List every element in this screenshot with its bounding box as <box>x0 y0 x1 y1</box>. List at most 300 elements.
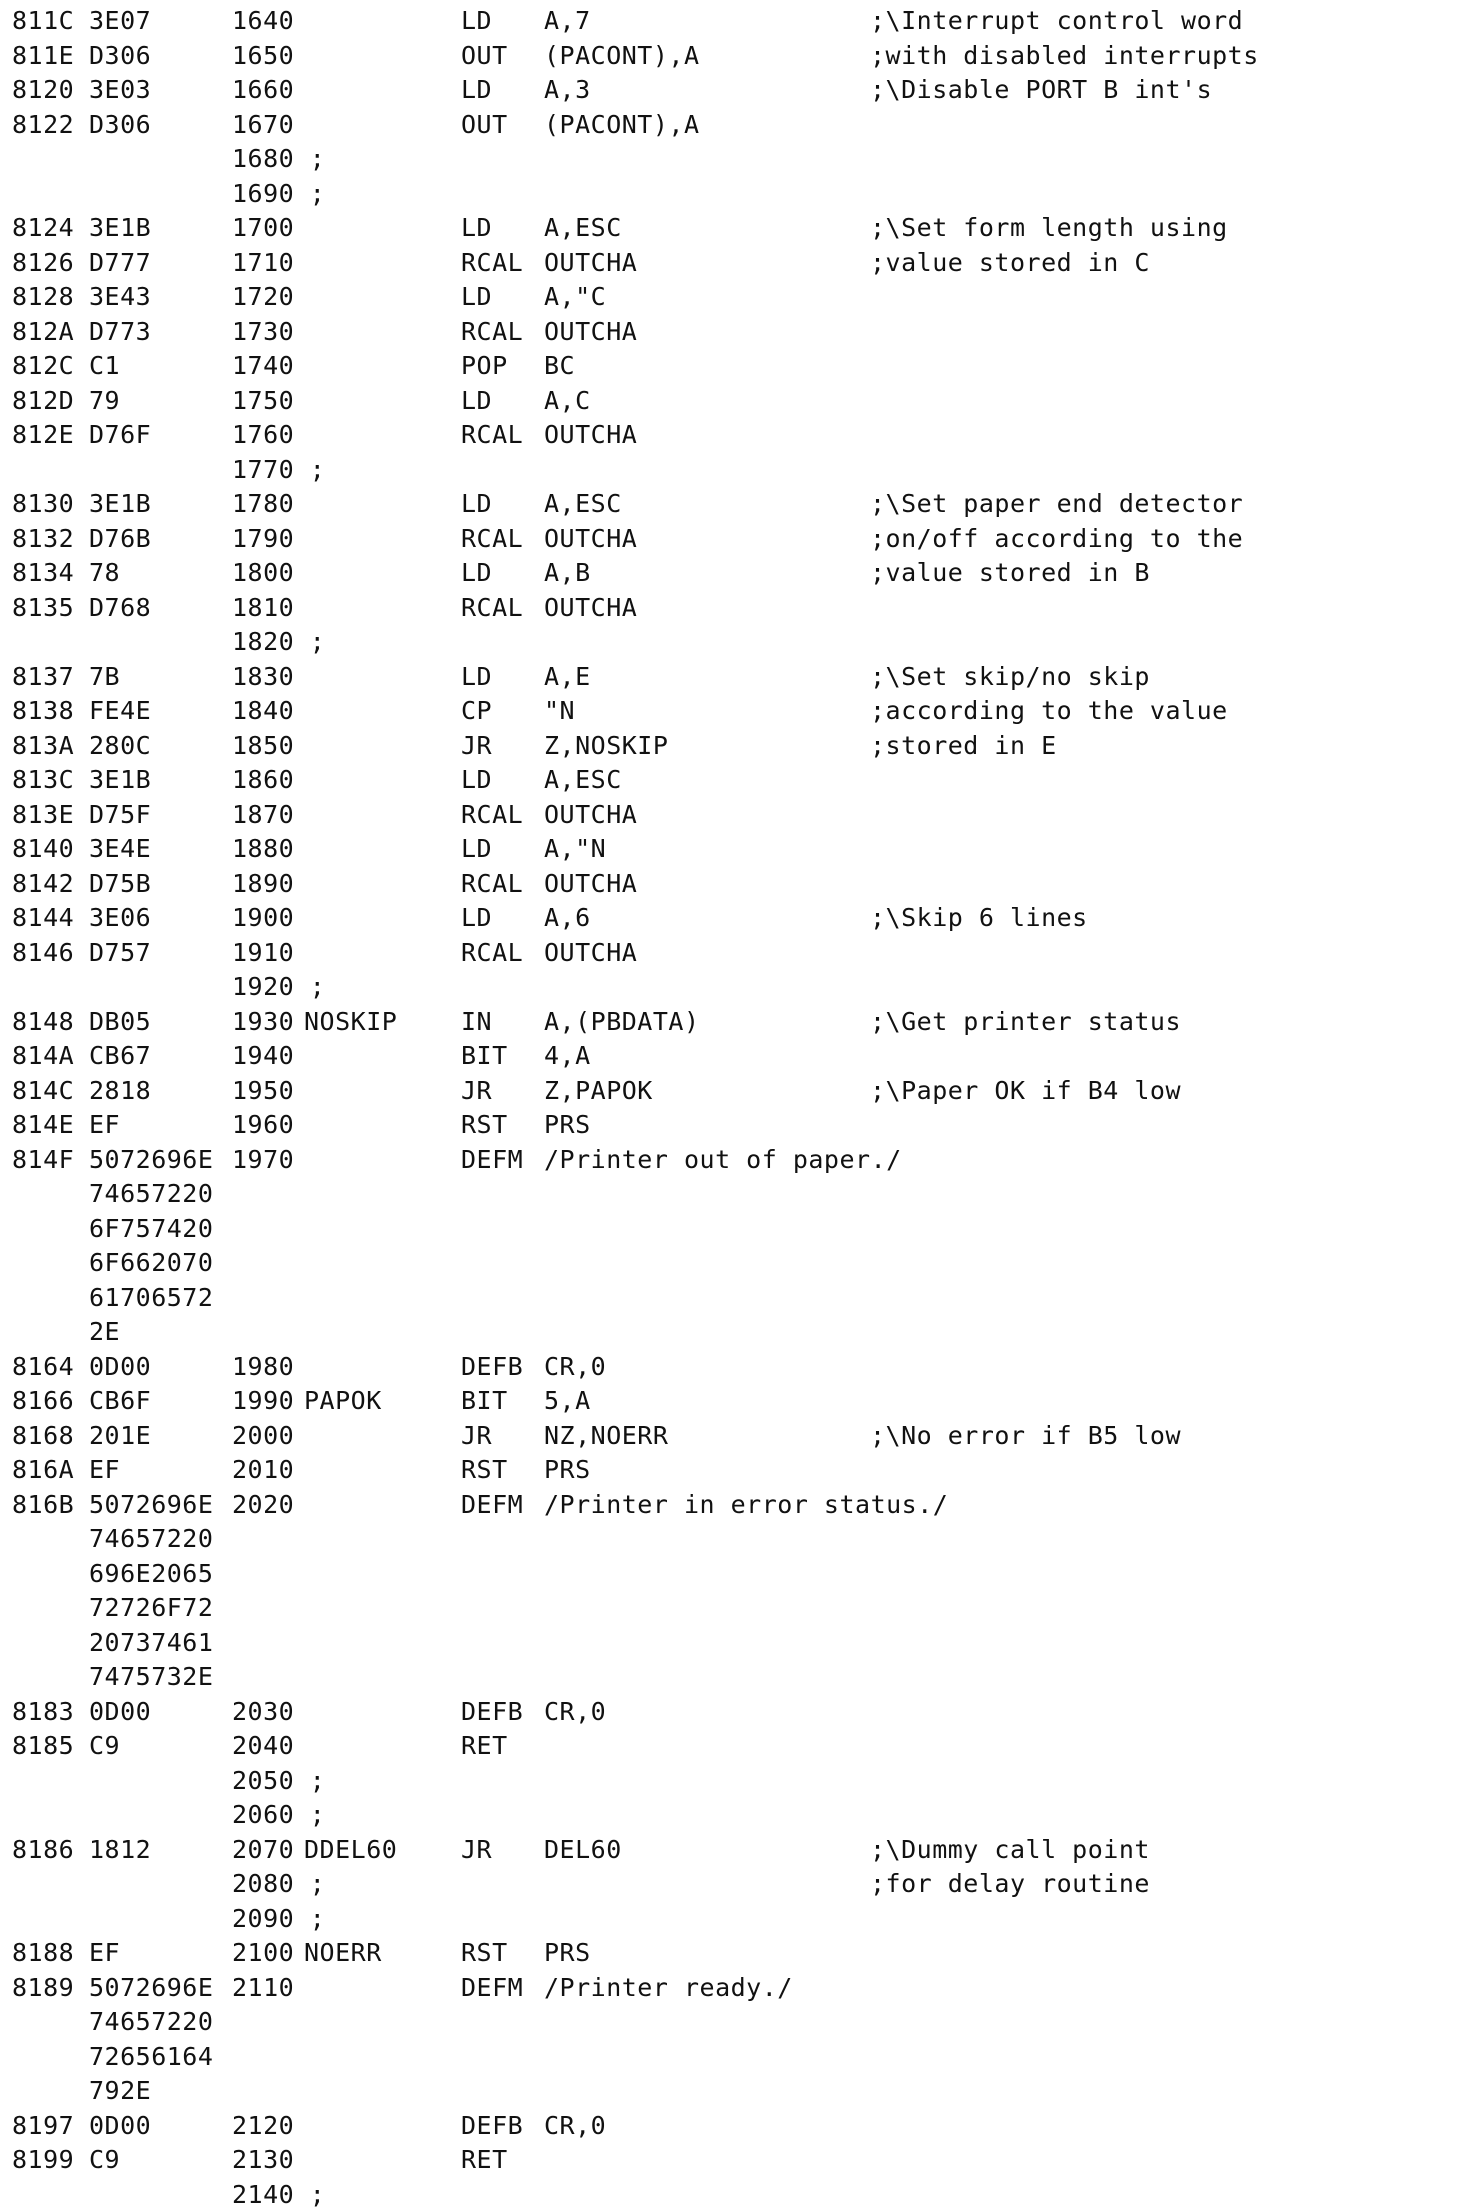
operand: 5,A <box>544 1386 591 1415</box>
listing-row <box>0 591 1481 625</box>
comment: ;for delay routine <box>870 1869 1150 1898</box>
listing-row <box>0 798 1481 832</box>
operand: A,6 <box>544 903 591 932</box>
operand: Z,PAPOK <box>544 1075 653 1105</box>
line-number: 2030 <box>232 1696 295 1726</box>
address: 8140 <box>12 834 75 863</box>
hex-bytes: D306 <box>89 109 152 139</box>
line-number: 1890 <box>232 868 295 898</box>
opcode: LD <box>461 6 493 35</box>
hex-bytes: 2E <box>89 1317 121 1346</box>
opcode: RCAL <box>461 799 524 829</box>
listing-row <box>0 694 1481 728</box>
listing-row <box>0 1971 1481 2005</box>
line-number: 2110 <box>232 1972 295 2002</box>
operand: OUTCHA <box>544 592 638 622</box>
listing-row <box>0 1108 1481 1142</box>
opcode: RST <box>461 1455 508 1484</box>
line-number: 1650 <box>232 40 295 70</box>
opcode: LD <box>461 282 493 311</box>
line-number: 1980 <box>232 1351 295 1381</box>
opcode: JR <box>461 1075 493 1105</box>
address: 8122 <box>12 109 75 139</box>
operand: A,C <box>544 385 591 415</box>
operand: NZ,NOERR <box>544 1420 669 1450</box>
address: 8128 <box>12 282 75 311</box>
opcode: OUT <box>461 109 508 139</box>
operand: /Printer ready./ <box>544 1972 793 2002</box>
hex-bytes: 74657220 <box>89 2007 214 2036</box>
address: 8134 <box>12 558 75 587</box>
opcode: RCAL <box>461 523 524 553</box>
comment: ;value stored in B <box>870 558 1150 587</box>
line-number: 2120 <box>232 2110 295 2140</box>
line-number: 1990 <box>232 1386 295 1415</box>
opcode: RCAL <box>461 592 524 622</box>
operand: OUTCHA <box>544 316 638 346</box>
address: 814C <box>12 1075 75 1105</box>
opcode: DEFB <box>461 1696 524 1726</box>
address: 8166 <box>12 1386 75 1415</box>
listing-row <box>0 487 1481 521</box>
hex-bytes: 3E43 <box>89 282 152 311</box>
listing-row <box>0 2074 1481 2108</box>
hex-bytes: 3E06 <box>89 903 152 932</box>
line-number: 2050 ; <box>232 1765 326 1795</box>
line-number: 2140 ; <box>232 2179 326 2209</box>
line-number: 1640 <box>232 6 295 35</box>
listing-row <box>0 1695 1481 1729</box>
address: 812C <box>12 351 75 380</box>
listing-row <box>0 1143 1481 1177</box>
line-number: 1850 <box>232 730 295 760</box>
hex-bytes: 74657220 <box>89 1524 214 1553</box>
hex-bytes: 696E2065 <box>89 1558 214 1588</box>
hex-bytes: 3E4E <box>89 834 152 863</box>
listing-row <box>0 1074 1481 1108</box>
address: 814A <box>12 1041 75 1070</box>
address: 813E <box>12 799 75 829</box>
address: 811E <box>12 40 75 70</box>
hex-bytes: FE4E <box>89 696 152 725</box>
hex-bytes: 0D00 <box>89 1351 152 1381</box>
operand: OUTCHA <box>544 247 638 277</box>
hex-bytes: D306 <box>89 40 152 70</box>
line-number: 1700 <box>232 213 295 242</box>
line-number: 1800 <box>232 558 295 587</box>
listing-row <box>0 1867 1481 1901</box>
listing-row <box>0 1729 1481 1763</box>
hex-bytes: 72656164 <box>89 2041 214 2071</box>
line-number: 1900 <box>232 903 295 932</box>
line-number: 1750 <box>232 385 295 415</box>
opcode: RCAL <box>461 316 524 346</box>
line-number: 2080 ; <box>232 1869 326 1898</box>
address: 816A <box>12 1455 75 1484</box>
opcode: RST <box>461 1938 508 1967</box>
opcode: JR <box>461 730 493 760</box>
hex-bytes: C9 <box>89 2145 121 2174</box>
address: 8199 <box>12 2145 75 2174</box>
address: 8186 <box>12 1834 75 1864</box>
opcode: POP <box>461 351 508 380</box>
opcode: RST <box>461 1110 508 1139</box>
operand: (PACONT),A <box>544 109 700 139</box>
opcode: RET <box>461 2145 508 2174</box>
listing-row <box>0 1384 1481 1418</box>
operand: PRS <box>544 1938 591 1967</box>
opcode: LD <box>461 903 493 932</box>
listing-row <box>0 2005 1481 2039</box>
listing-row <box>0 73 1481 107</box>
operand: A,B <box>544 558 591 587</box>
line-number: 1870 <box>232 799 295 829</box>
line-number: 1880 <box>232 834 295 863</box>
comment: ;with disabled interrupts <box>870 40 1259 70</box>
listing-row <box>0 1488 1481 1522</box>
line-number: 1660 <box>232 75 295 104</box>
address: 8164 <box>12 1351 75 1381</box>
hex-bytes: 74657220 <box>89 1179 214 1208</box>
line-number: 2100 <box>232 1938 295 1967</box>
opcode: LD <box>461 834 493 863</box>
listing-row <box>0 2178 1481 2212</box>
opcode: CP <box>461 696 493 725</box>
listing-row <box>0 660 1481 694</box>
hex-bytes: 0D00 <box>89 2110 152 2140</box>
line-number: 1930 <box>232 1006 295 1036</box>
line-number: 2130 <box>232 2145 295 2174</box>
label: NOERR <box>304 1938 382 1967</box>
opcode: LD <box>461 661 493 691</box>
address: 8126 <box>12 247 75 277</box>
operand: CR,0 <box>544 1696 607 1726</box>
listing-row <box>0 211 1481 245</box>
opcode: LD <box>461 75 493 104</box>
address: 8148 <box>12 1006 75 1036</box>
address: 8168 <box>12 1420 75 1450</box>
operand: Z,NOSKIP <box>544 730 669 760</box>
hex-bytes: D76F <box>89 420 152 449</box>
line-number: 1810 <box>232 592 295 622</box>
hex-bytes: 3E1B <box>89 213 152 242</box>
listing-row <box>0 1902 1481 1936</box>
line-number: 1730 <box>232 316 295 346</box>
operand: OUTCHA <box>544 799 638 829</box>
hex-bytes: EF <box>89 1455 121 1484</box>
opcode: RCAL <box>461 868 524 898</box>
line-number: 1770 ; <box>232 454 326 484</box>
label: NOSKIP <box>304 1006 398 1036</box>
listing-row <box>0 4 1481 38</box>
address: 813A <box>12 730 75 760</box>
listing-row <box>0 1246 1481 1280</box>
hex-bytes: 0D00 <box>89 1696 152 1726</box>
address: 8183 <box>12 1696 75 1726</box>
hex-bytes: 3E07 <box>89 6 152 35</box>
line-number: 1790 <box>232 523 295 553</box>
hex-bytes: D76B <box>89 523 152 553</box>
comment: ;according to the value <box>870 696 1228 725</box>
opcode: LD <box>461 385 493 415</box>
line-number: 1960 <box>232 1110 295 1139</box>
address: 812E <box>12 420 75 449</box>
hex-bytes: 3E1B <box>89 765 152 794</box>
listing-row <box>0 108 1481 142</box>
line-number: 1970 <box>232 1144 295 1174</box>
operand: A,(PBDATA) <box>544 1006 700 1036</box>
listing-row <box>0 142 1481 176</box>
operand: DEL60 <box>544 1834 622 1864</box>
line-number: 1820 ; <box>232 627 326 656</box>
address: 8189 <box>12 1972 75 2002</box>
hex-bytes: D773 <box>89 316 152 346</box>
operand: A,ESC <box>544 213 622 242</box>
opcode: LD <box>461 489 493 518</box>
listing-row <box>0 970 1481 1004</box>
listing-row <box>0 349 1481 383</box>
listing-row <box>0 1557 1481 1591</box>
operand: 4,A <box>544 1041 591 1070</box>
address: 813C <box>12 765 75 794</box>
hex-bytes: 3E03 <box>89 75 152 104</box>
hex-bytes: EF <box>89 1938 121 1967</box>
hex-bytes: D75B <box>89 868 152 898</box>
line-number: 2040 <box>232 1731 295 1760</box>
listing-row <box>0 1626 1481 1660</box>
opcode: DEFM <box>461 1489 524 1519</box>
hex-bytes: 3E1B <box>89 489 152 518</box>
line-number: 2010 <box>232 1455 295 1484</box>
opcode: BIT <box>461 1041 508 1070</box>
address: 8146 <box>12 937 75 967</box>
line-number: 1940 <box>232 1041 295 1070</box>
opcode: JR <box>461 1420 493 1450</box>
address: 8144 <box>12 903 75 932</box>
opcode: RCAL <box>461 420 524 449</box>
hex-bytes: 2818 <box>89 1075 152 1105</box>
hex-bytes: 5072696E <box>89 1489 214 1519</box>
line-number: 1670 <box>232 109 295 139</box>
address: 816B <box>12 1489 75 1519</box>
listing-row <box>0 1936 1481 1970</box>
listing-row <box>0 39 1481 73</box>
address: 814F <box>12 1144 75 1174</box>
line-number: 2070 <box>232 1834 295 1864</box>
address: 8142 <box>12 868 75 898</box>
address: 8132 <box>12 523 75 553</box>
hex-bytes: D757 <box>89 937 152 967</box>
operand: OUTCHA <box>544 937 638 967</box>
opcode: LD <box>461 213 493 242</box>
operand: PRS <box>544 1110 591 1139</box>
opcode: IN <box>461 1006 493 1036</box>
line-number: 1920 ; <box>232 972 326 1001</box>
hex-bytes: 201E <box>89 1420 152 1450</box>
hex-bytes: 79 <box>89 385 121 415</box>
line-number: 1860 <box>232 765 295 794</box>
line-number: 2000 <box>232 1420 295 1450</box>
opcode: RET <box>461 1731 508 1760</box>
opcode: RCAL <box>461 247 524 277</box>
listing-row <box>0 729 1481 763</box>
operand: PRS <box>544 1455 591 1484</box>
hex-bytes: CB6F <box>89 1386 152 1415</box>
hex-bytes: 792E <box>89 2076 152 2105</box>
line-number: 2060 ; <box>232 1800 326 1829</box>
line-number: 1710 <box>232 247 295 277</box>
address: 8130 <box>12 489 75 518</box>
line-number: 1830 <box>232 661 295 691</box>
opcode: LD <box>461 558 493 587</box>
address: 8124 <box>12 213 75 242</box>
line-number: 1950 <box>232 1075 295 1105</box>
comment: ;\Paper OK if B4 low <box>870 1075 1182 1105</box>
address: 814E <box>12 1110 75 1139</box>
hex-bytes: 20737461 <box>89 1627 214 1657</box>
listing-row <box>0 177 1481 211</box>
comment: ;\Interrupt control word <box>870 6 1244 35</box>
comment: ;\Skip 6 lines <box>870 903 1088 932</box>
address: 8188 <box>12 1938 75 1967</box>
address: 8138 <box>12 696 75 725</box>
address: 8185 <box>12 1731 75 1760</box>
address: 812A <box>12 316 75 346</box>
hex-bytes: C1 <box>89 351 121 380</box>
operand: A,ESC <box>544 489 622 518</box>
comment: ;\Set skip/no skip <box>870 661 1150 691</box>
listing-row <box>0 1522 1481 1556</box>
opcode: DEFB <box>461 2110 524 2140</box>
opcode: JR <box>461 1834 493 1864</box>
listing-row <box>0 1315 1481 1349</box>
line-number: 2090 ; <box>232 1903 326 1933</box>
line-number: 1680 ; <box>232 144 326 173</box>
comment: ;\No error if B5 low <box>870 1420 1182 1450</box>
hex-bytes: 280C <box>89 730 152 760</box>
listing-row <box>0 1833 1481 1867</box>
address: 811C <box>12 6 75 35</box>
comment: ;\Set form length using <box>870 213 1228 242</box>
hex-bytes: 7475732E <box>89 1662 214 1691</box>
listing-row <box>0 1419 1481 1453</box>
line-number: 1780 <box>232 489 295 518</box>
hex-bytes: 6F662070 <box>89 1248 214 1277</box>
operand: "N <box>544 696 576 725</box>
listing-row <box>0 1177 1481 1211</box>
listing-row <box>0 1798 1481 1832</box>
line-number: 1760 <box>232 420 295 449</box>
address: 8137 <box>12 661 75 691</box>
comment: ;\Dummy call point <box>870 1834 1150 1864</box>
listing-row <box>0 1005 1481 1039</box>
comment: ;value stored in C <box>870 247 1150 277</box>
opcode: BIT <box>461 1386 508 1415</box>
line-number: 1690 ; <box>232 178 326 208</box>
listing-row <box>0 384 1481 418</box>
listing-row <box>0 1764 1481 1798</box>
hex-bytes: CB67 <box>89 1041 152 1070</box>
hex-bytes: 7B <box>89 661 121 691</box>
listing-row <box>0 453 1481 487</box>
listing-row <box>0 280 1481 314</box>
listing-row <box>0 556 1481 590</box>
address: 8135 <box>12 592 75 622</box>
listing-row <box>0 315 1481 349</box>
listing-row <box>0 2143 1481 2177</box>
hex-bytes: C9 <box>89 1731 121 1760</box>
opcode: DEFM <box>461 1144 524 1174</box>
hex-bytes: D768 <box>89 592 152 622</box>
comment: ;stored in E <box>870 730 1057 760</box>
listing-row <box>0 625 1481 659</box>
operand: A,ESC <box>544 765 622 794</box>
listing-row <box>0 2109 1481 2143</box>
hex-bytes: D75F <box>89 799 152 829</box>
comment: ;\Set paper end detector <box>870 489 1244 518</box>
hex-bytes: 72726F72 <box>89 1593 214 1622</box>
hex-bytes: 5072696E <box>89 1144 214 1174</box>
address: 8120 <box>12 75 75 104</box>
operand: OUTCHA <box>544 868 638 898</box>
comment: ;on/off according to the <box>870 523 1244 553</box>
listing-row <box>0 1591 1481 1625</box>
hex-bytes: EF <box>89 1110 121 1139</box>
line-number: 2020 <box>232 1489 295 1519</box>
listing-row <box>0 1660 1481 1694</box>
listing-row <box>0 763 1481 797</box>
listing-row <box>0 1350 1481 1384</box>
comment: ;\Disable PORT B int's <box>870 75 1213 104</box>
opcode: OUT <box>461 40 508 70</box>
line-number: 1720 <box>232 282 295 311</box>
hex-bytes: D777 <box>89 247 152 277</box>
operand: A,E <box>544 661 591 691</box>
hex-bytes: 1812 <box>89 1834 152 1864</box>
listing-row <box>0 2040 1481 2074</box>
opcode: LD <box>461 765 493 794</box>
opcode: DEFM <box>461 1972 524 2002</box>
line-number: 1840 <box>232 696 295 725</box>
operand: (PACONT),A <box>544 40 700 70</box>
operand: A,7 <box>544 6 591 35</box>
address: 8197 <box>12 2110 75 2140</box>
listing-row <box>0 1039 1481 1073</box>
listing-row <box>0 522 1481 556</box>
operand: OUTCHA <box>544 523 638 553</box>
listing-row <box>0 1453 1481 1487</box>
line-number: 1910 <box>232 937 295 967</box>
address: 812D <box>12 385 75 415</box>
operand: CR,0 <box>544 1351 607 1381</box>
listing-row <box>0 832 1481 866</box>
operand: A,"C <box>544 282 607 311</box>
opcode: RCAL <box>461 937 524 967</box>
operand: CR,0 <box>544 2110 607 2140</box>
comment: ;\Get printer status <box>870 1006 1182 1036</box>
listing-row <box>0 246 1481 280</box>
operand: BC <box>544 351 576 380</box>
listing-row <box>0 901 1481 935</box>
listing-row <box>0 1281 1481 1315</box>
listing-row <box>0 418 1481 452</box>
hex-bytes: DB05 <box>89 1006 152 1036</box>
hex-bytes: 5072696E <box>89 1972 214 2002</box>
operand: /Printer in error status./ <box>544 1489 949 1519</box>
listing-row <box>0 936 1481 970</box>
label: DDEL60 <box>304 1834 398 1864</box>
listing-row <box>0 867 1481 901</box>
